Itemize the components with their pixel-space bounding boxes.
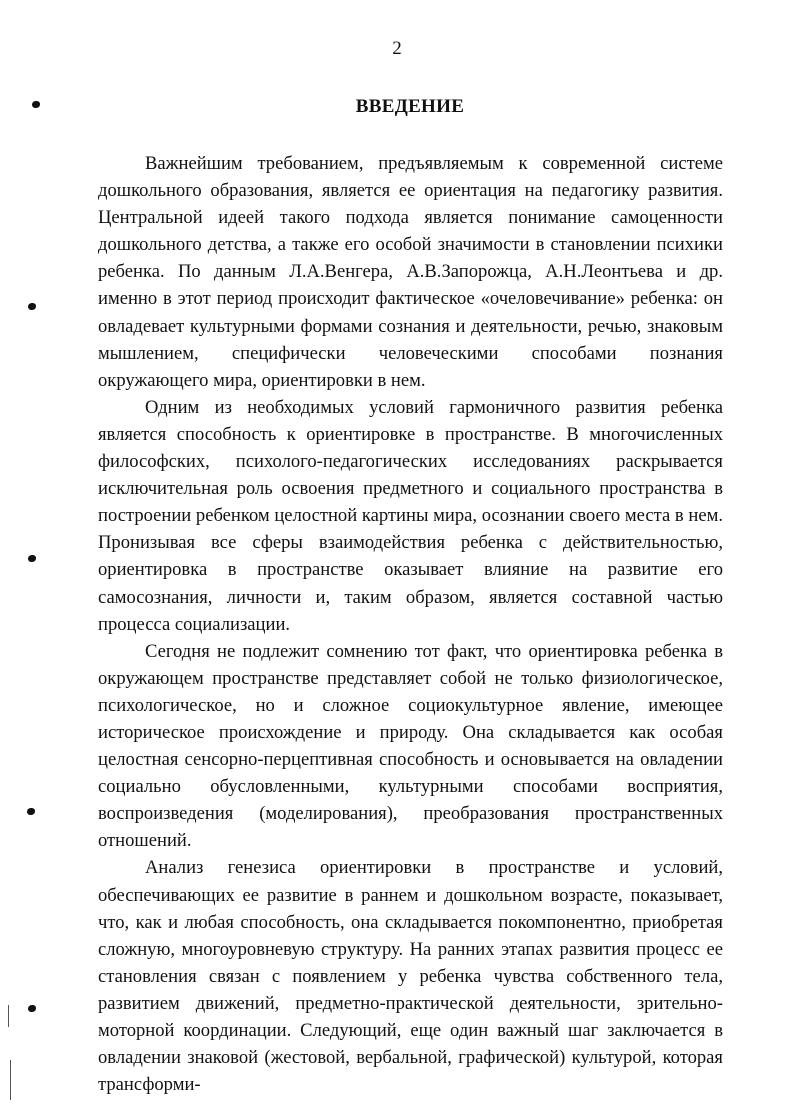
paragraph-3: Сегодня не подлежит сомнению тот факт, что ориентировка ребенка в окружающем пространстве представляет собой не только физиологическое, психологическое, но и сложное социокультурное явление, имеющее историческое происхождение и природу. Она складывается как особая целостная сенсорно-перцептивная способность и основывается на овладении социально обусловленными, культурными способами восприятия, воспроизведения (моделирования), преобразования пространственных отношений. — [98, 640, 723, 852]
scan-edge-mark — [10, 1060, 11, 1100]
scan-edge-mark — [8, 1005, 9, 1027]
binder-hole-mark — [28, 1005, 36, 1012]
binder-hole-mark — [28, 303, 36, 310]
binder-hole-mark — [28, 555, 36, 562]
paragraph-4: Анализ генезиса ориентировки в пространстве и условий, обеспечивающих ее развитие в раннем и дошкольном возрасте, показывает, что, как и любая способность, она складывается покомпонентно, приобретая сложную, многоуровневую структуру. На ранних этапах развития процесс ее становления связан с появлением у ребенка чувства собственного тела, развитием движений, предметно-практической деятельности, зрительно-моторной координации. Следующий, еще один важный шаг заключается в овладении знаковой (жестовой, вербальной, графической) культурой, которая трансформи- — [98, 857, 723, 1096]
paragraph-2: Одним из необходимых условий гармоничного развития ребенка является способность к ориентировке в пространстве. В многочисленных философских, психолого-педагогических исследованиях раскрывается исключительная роль освоения предметного и социального пространства в построении ребенком целостной картины мира, осознании своего места в нем. Пронизывая все сферы взаимодействия ребенка с действительностью, ориентировка в пространстве оказывает влияние на развитие его самосознания, личности и, таким образом, является составной частью процесса социализации. — [98, 396, 723, 635]
binder-hole-mark — [32, 101, 40, 108]
binder-hole-mark — [27, 808, 35, 815]
page-number: 2 — [392, 38, 402, 59]
page-title: ВВЕДЕНИЕ — [355, 96, 465, 117]
paragraph-1: Важнейшим требованием, предъявляемым к современной системе дошкольного образования, является ее ориентация на педагогику развития. Центральной идеей такого подхода является понимание самоценности дошкольного детства, а также его особой значимости в становлении психики ребенка. По данным Л.А.Венгера, А.В.Запорожца, А.Н.Леонтьева и др. именно в этот период происходит фактическое «очеловечивание» ребенка: он овладевает культурными формами сознания и деятельности, речью, знаковым мышлением, специфически человеческими способами познания окружающего мира, ориентировки в нем. — [98, 153, 723, 391]
body-text — [98, 150, 723, 1098]
